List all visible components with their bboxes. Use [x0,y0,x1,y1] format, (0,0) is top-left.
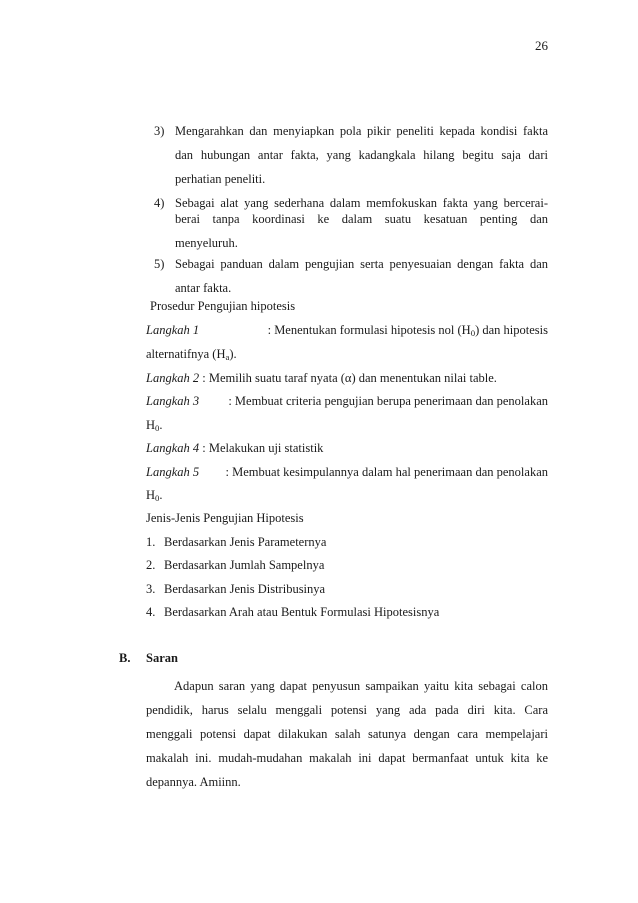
step-1-text-b: ) dan hipotesis [475,323,548,337]
saran-line-3: menggali potensi dapat dilakukan salah satunya dengan cara mempelajari [146,727,548,741]
types-item-3-text: Berdasarkan Jenis Distribusinya [164,582,326,596]
step-4-label: Langkah 4 [146,441,200,455]
types-heading: Jenis-Jenis Pengujian Hipotesis [146,511,304,525]
step-5-text: : Membuat kesimpulannya dalam hal penerimaan dan penolakan [225,465,548,479]
saran-line-4: makalah ini. mudah-mudahan makalah ini dapat bermanfaat untuk kita ke [146,751,548,765]
step-1-line2-b: ). [229,347,237,361]
types-item-3-number: 3. [146,582,156,596]
section-b-title: Saran [146,651,178,665]
page-number: 26 [535,38,548,53]
step-4-line [146,441,323,456]
types-item-1-number: 1. [146,535,156,549]
step-3-sub: 0 [155,423,160,434]
item-3-number: 3) [154,124,165,138]
step-1-label: Langkah 1 [146,323,200,337]
step-5-h: H [146,488,156,502]
item-4-line-1: Sebagai alat yang sederhana dalam memfokuskan fakta yang bercerai- [175,196,548,210]
item-3-line-3: perhatian peneliti. [175,172,266,186]
step-5-line-2 [146,488,163,503]
step-1-line2-a: alternatifnya (H [146,347,226,361]
step-5-end: . [159,488,163,502]
item-5-number: 5) [154,257,165,271]
types-item-4-number: 4. [146,605,156,619]
step-3-h: H [146,418,156,432]
types-item-2-number: 2. [146,558,156,572]
types-item-4-text: Berdasarkan Arah atau Bentuk Formulasi Hipotesisnya [164,605,440,619]
item-4-line-3: menyeluruh. [175,236,238,250]
step-2-line [146,371,497,386]
step-5-label: Langkah 5 [146,465,200,479]
item-5-line-1: Sebagai panduan dalam pengujian serta penyesuaian dengan fakta dan [175,257,548,271]
step-4-text: : Melakukan uji statistik [202,441,324,455]
step-2-label: Langkah 2 [146,371,200,385]
saran-line-2: pendidik, harus selalu menggali potensi yang ada pada diri kita. Cara [146,703,548,717]
step-5-sub: 0 [155,493,160,504]
step-3-end: . [159,418,163,432]
item-4-number: 4) [154,196,165,210]
step-3-label: Langkah 3 [146,394,200,408]
step-1-line-2 [146,347,237,362]
item-5-line-2: antar fakta. [175,281,232,295]
section-b-label: B. [119,651,131,665]
step-3-line-1 [146,394,548,409]
types-item-2-text: Berdasarkan Jumlah Sampelnya [164,558,325,572]
step-5-line-1 [146,465,548,480]
step-1-line2-sub: a [225,352,230,363]
saran-line-1: Adapun saran yang dapat penyusun sampaikan yaitu kita sebagai calon [174,679,548,693]
procedure-heading: Prosedur Pengujian hipotesis [150,299,296,313]
types-item-1-text: Berdasarkan Jenis Parameternya [164,535,327,549]
step-1-text-a: : Menentukan formulasi hipotesis nol (H [267,323,471,337]
step-1-line-1 [146,323,548,338]
item-3-line-2: dan hubungan antar fakta, yang kadangkala hilang begitu saja dari [175,148,548,162]
item-4-line-2: berai tanpa koordinasi ke dalam suatu kesatuan penting dan [175,212,548,226]
item-3-line-1: Mengarahkan dan menyiapkan pola pikir peneliti kepada kondisi fakta [175,124,548,138]
step-3-text: : Membuat criteria pengujian berupa penerimaan dan penolakan [228,394,548,408]
saran-line-5: depannya. Amiinn. [146,775,241,789]
step-2-text: : Memilih suatu taraf nyata (α) dan menentukan nilai table. [202,371,497,385]
step-3-line-2 [146,418,163,433]
step-1-text [268,323,548,338]
step-1-sub: 0 [470,328,476,339]
